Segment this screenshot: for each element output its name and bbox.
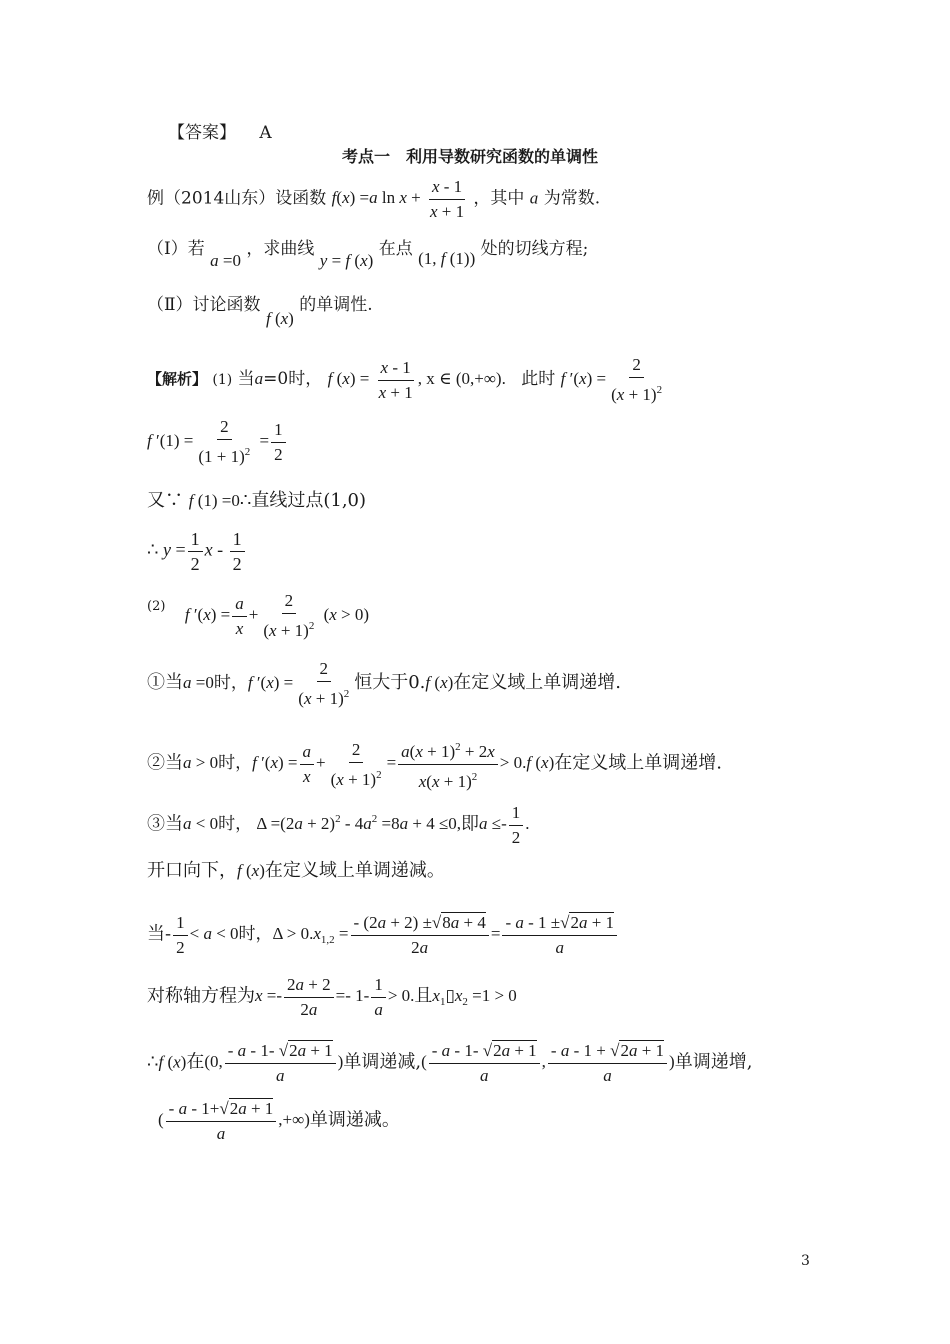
example-condition: ，其中 [473, 188, 525, 209]
roots-line: 当- $\frac{1}{2}$ < a < 0时，$\Delta > 0.x_{1,2}$ = $\frac{- (2a + 2) \pm√8a + 4}{2a}$ = $\frac{- a - 1 \pm√2a + 1}{a}$ [147, 912, 619, 959]
solution-label: 【解析】 [147, 369, 208, 388]
example-intro: 例（2014山东）设函数 [147, 188, 327, 209]
q1-mid1: ，求曲线 [246, 239, 315, 259]
section-title: 考点一 利用导数研究函数的单调性 [342, 147, 599, 166]
interval-line-2: ( $\frac{- a - 1+√2a + 1}{a}$ ,+∞)单调递减。 [158, 1099, 400, 1143]
example-statement [147, 176, 600, 223]
question-1: （Ⅰ）若 a =0 ，求曲线 y = f (x) 在点 (1, f (1)) 处的切线方程; [147, 239, 589, 270]
case-1: ①当a =0时，f ′(x) = $\frac{2}{(x + 1)^2}$ 恒大于0.f (x)在定义域上单调递增. [147, 659, 622, 708]
answer-value: A [259, 123, 272, 143]
solution-line-1: 【解析】 (1) 当a=0时， f (x) = $\frac{x - 1}{x + 1}$ , x ∈ (0,+∞). 此时 f ′(x) = $\frac{2}{(x + 1)^2}$ [147, 355, 663, 404]
q1-end: 处的切线方程; [480, 239, 589, 259]
axis-line: 对称轴方程为x =- $\frac{2a + 2}{2a}$ =- 1- $\frac{1}{a}$ > 0.且$x_1▯x_2 =1 > 0$ [147, 975, 517, 1019]
answer-label: 【答案】 [168, 123, 236, 143]
answer-line [168, 122, 272, 144]
part2-derivative: $^{(2)}$ f ′(x) = $\frac{a}{x}$ + $\frac{2}{(x + 1)^2}$ (x > 0) [147, 591, 370, 640]
case-3: ③当a < 0时， $\Delta =(2a + 2)^2 - 4a^2 =8a + 4 \le 0$,即a ≤- $\frac{1}{2}$ . [147, 803, 530, 847]
interval-line-1: ∴f (x)在(0, $\frac{- a - 1- √2a + 1}{a}$ )单调递减,( $\frac{- a - 1- √2a + 1}{a}$ , $\frac{- a - 1 + √2a + 1}{a}$ )单调递增, [147, 1041, 753, 1085]
function-definition: f(x) =a ln x + $\frac{x - 1}{x + 1}$ [331, 177, 465, 221]
condition-var: a [529, 188, 539, 208]
question-2: （Ⅱ）讨论函数 f (x) 的单调性. [147, 295, 373, 328]
q2-prefix: （Ⅱ）讨论函数 [147, 295, 261, 315]
case-2: ②当a > 0时，f ′(x) = $\frac{a}{x}$ + $\frac{2}{(x + 1)^2}$ = $\frac{a(x + 1)^2 + 2x}{x(x + 1)^2}$ > 0.f (x)在定义域上单调递增. [147, 736, 722, 793]
tangent-line: ∴ y = $\frac{1}{2}$ x - $\frac{1}{2}$ [147, 528, 247, 575]
q1-mid2: 在点 [378, 239, 413, 259]
point-line: 又∵ f (1) =0∴直线过点(1,0) [147, 490, 367, 511]
q1-prefix: （Ⅰ）若 [147, 239, 205, 259]
page-number: 3 [801, 1253, 810, 1269]
q2-end: 的单调性. [299, 295, 373, 315]
open-down-line: 开口向下，f (x)在定义域上单调递减。 [147, 860, 445, 881]
derivative-at-1: f ′(1) = $\frac{2}{(1 + 1)^2}$ = $\frac{1}{2}$ [147, 416, 288, 468]
condition-end: 为常数. [543, 188, 601, 209]
